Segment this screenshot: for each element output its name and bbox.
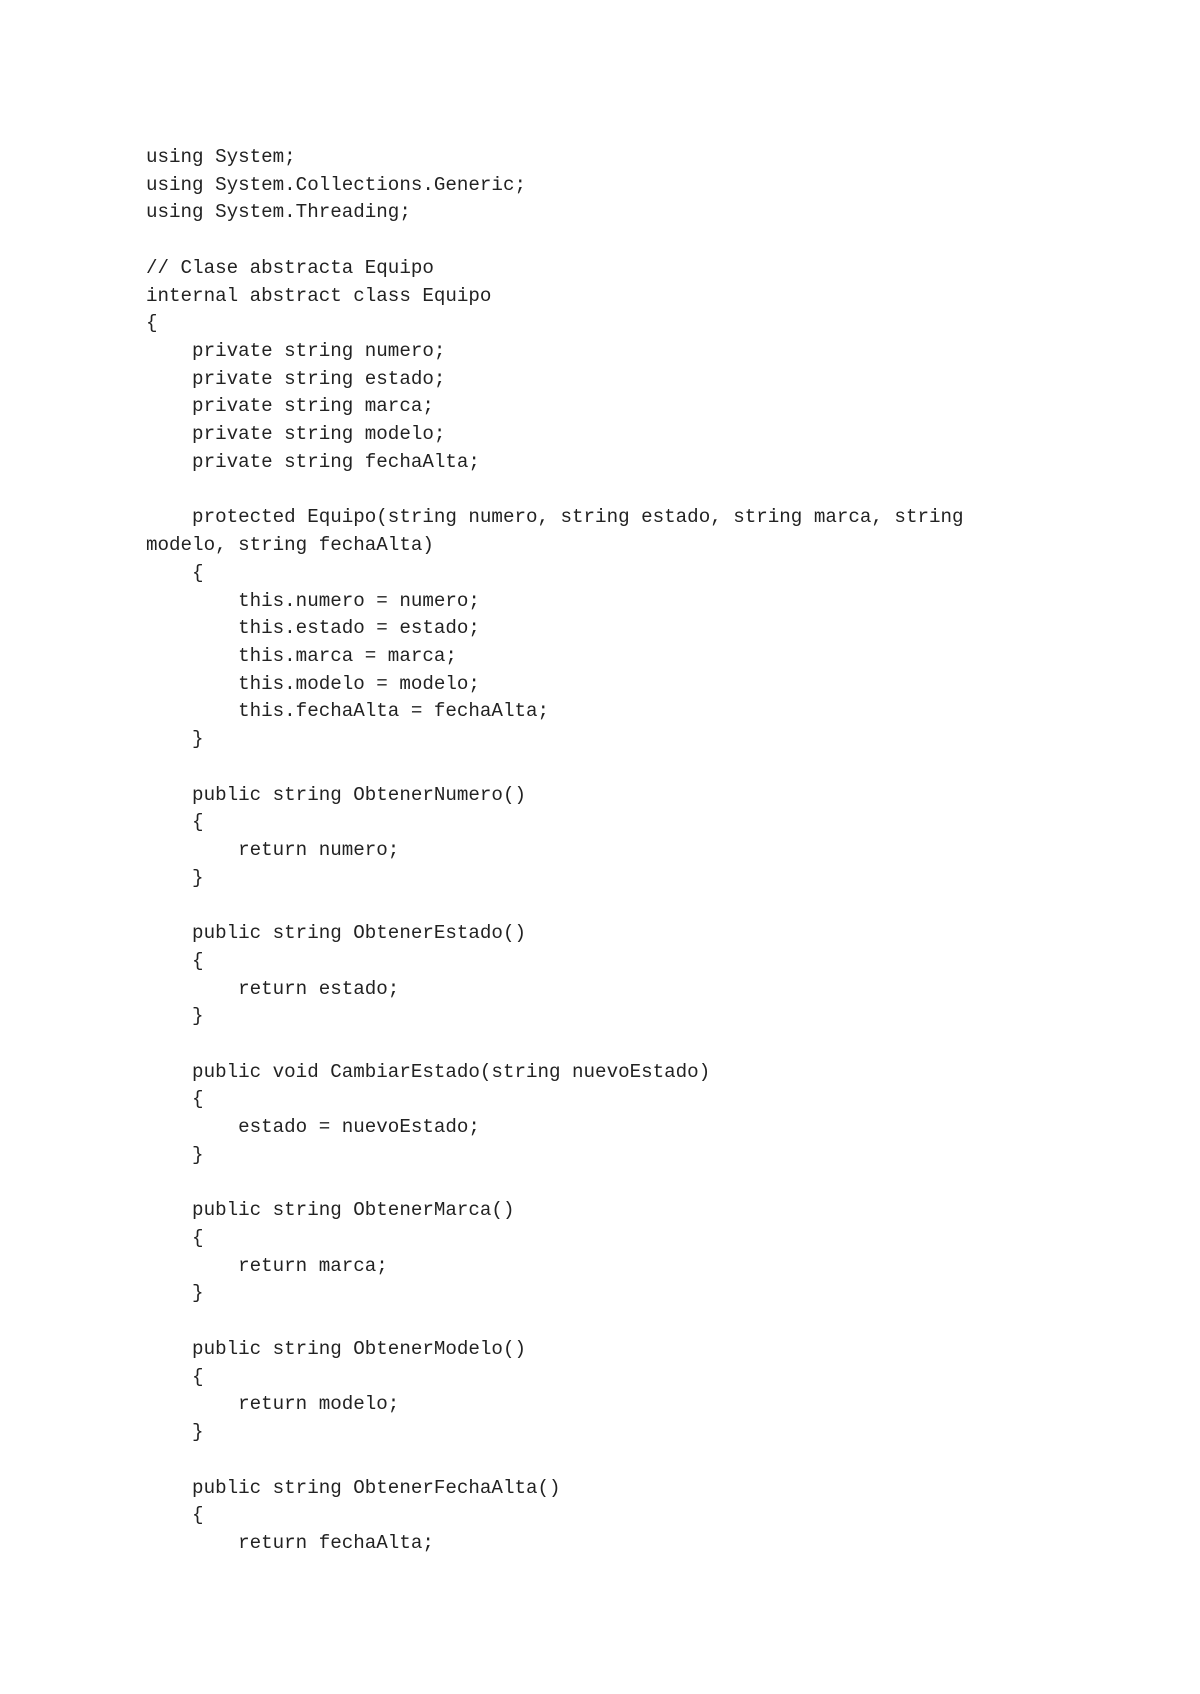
code-line: } xyxy=(146,1421,204,1444)
code-line: this.estado = estado; xyxy=(146,617,480,640)
code-line: public string ObtenerEstado() xyxy=(146,922,526,945)
code-line xyxy=(146,1170,964,1198)
code-line: this.fechaAlta = fechaAlta; xyxy=(146,700,550,723)
code-line: using System.Collections.Generic; xyxy=(146,173,526,196)
code-line: this.modelo = modelo; xyxy=(146,672,480,695)
code-line: estado = nuevoEstado; xyxy=(146,1116,480,1139)
code-line: using System; xyxy=(146,146,296,168)
code-line xyxy=(146,892,964,920)
code-line: this.numero = numero; xyxy=(146,589,480,612)
code-line: private string numero; xyxy=(146,340,446,363)
code-line: // Clase abstracta Equipo xyxy=(146,256,434,279)
code-line: return numero; xyxy=(146,838,400,861)
code-line: internal abstract class Equipo xyxy=(146,284,492,307)
code-line: { xyxy=(146,561,204,584)
code-line: this.marca = marca; xyxy=(146,644,457,667)
code-line: public string ObtenerFechaAlta() xyxy=(146,1476,561,1499)
code-line: return fechaAlta; xyxy=(146,1531,434,1554)
code-line: private string estado; xyxy=(146,367,446,390)
code-line: modelo, string fechaAlta) xyxy=(146,534,434,557)
code-line: } xyxy=(146,1143,204,1166)
code-line: private string fechaAlta; xyxy=(146,450,480,473)
code-line: { xyxy=(146,312,158,335)
code-line: { xyxy=(146,949,204,972)
code-line xyxy=(146,1308,964,1336)
code-line xyxy=(146,227,964,255)
code-line xyxy=(146,1031,964,1059)
code-line: using System.Threading; xyxy=(146,201,411,224)
code-line: public string ObtenerModelo() xyxy=(146,1337,526,1360)
code-line xyxy=(146,754,964,782)
code-line: protected Equipo(string numero, string estado, string marca, string xyxy=(146,506,964,529)
code-line: } xyxy=(146,1005,204,1028)
code-line: return estado; xyxy=(146,977,400,1000)
code-line: } xyxy=(146,728,204,751)
code-line: public string ObtenerNumero() xyxy=(146,783,526,806)
code-line: private string modelo; xyxy=(146,423,446,446)
code-line: return marca; xyxy=(146,1254,388,1277)
code-line: { xyxy=(146,1365,204,1388)
code-line: } xyxy=(146,1282,204,1305)
code-line: { xyxy=(146,1227,204,1250)
code-line: public string ObtenerMarca() xyxy=(146,1199,515,1222)
code-line xyxy=(146,477,964,505)
code-line: } xyxy=(146,866,204,889)
code-line: private string marca; xyxy=(146,395,434,418)
code-line: { xyxy=(146,811,204,834)
code-block xyxy=(146,144,964,1558)
code-line: { xyxy=(146,1504,204,1527)
code-line: { xyxy=(146,1088,204,1111)
code-line: public void CambiarEstado(string nuevoEstado) xyxy=(146,1060,711,1083)
code-line: return modelo; xyxy=(146,1393,400,1416)
code-line xyxy=(146,1447,964,1475)
